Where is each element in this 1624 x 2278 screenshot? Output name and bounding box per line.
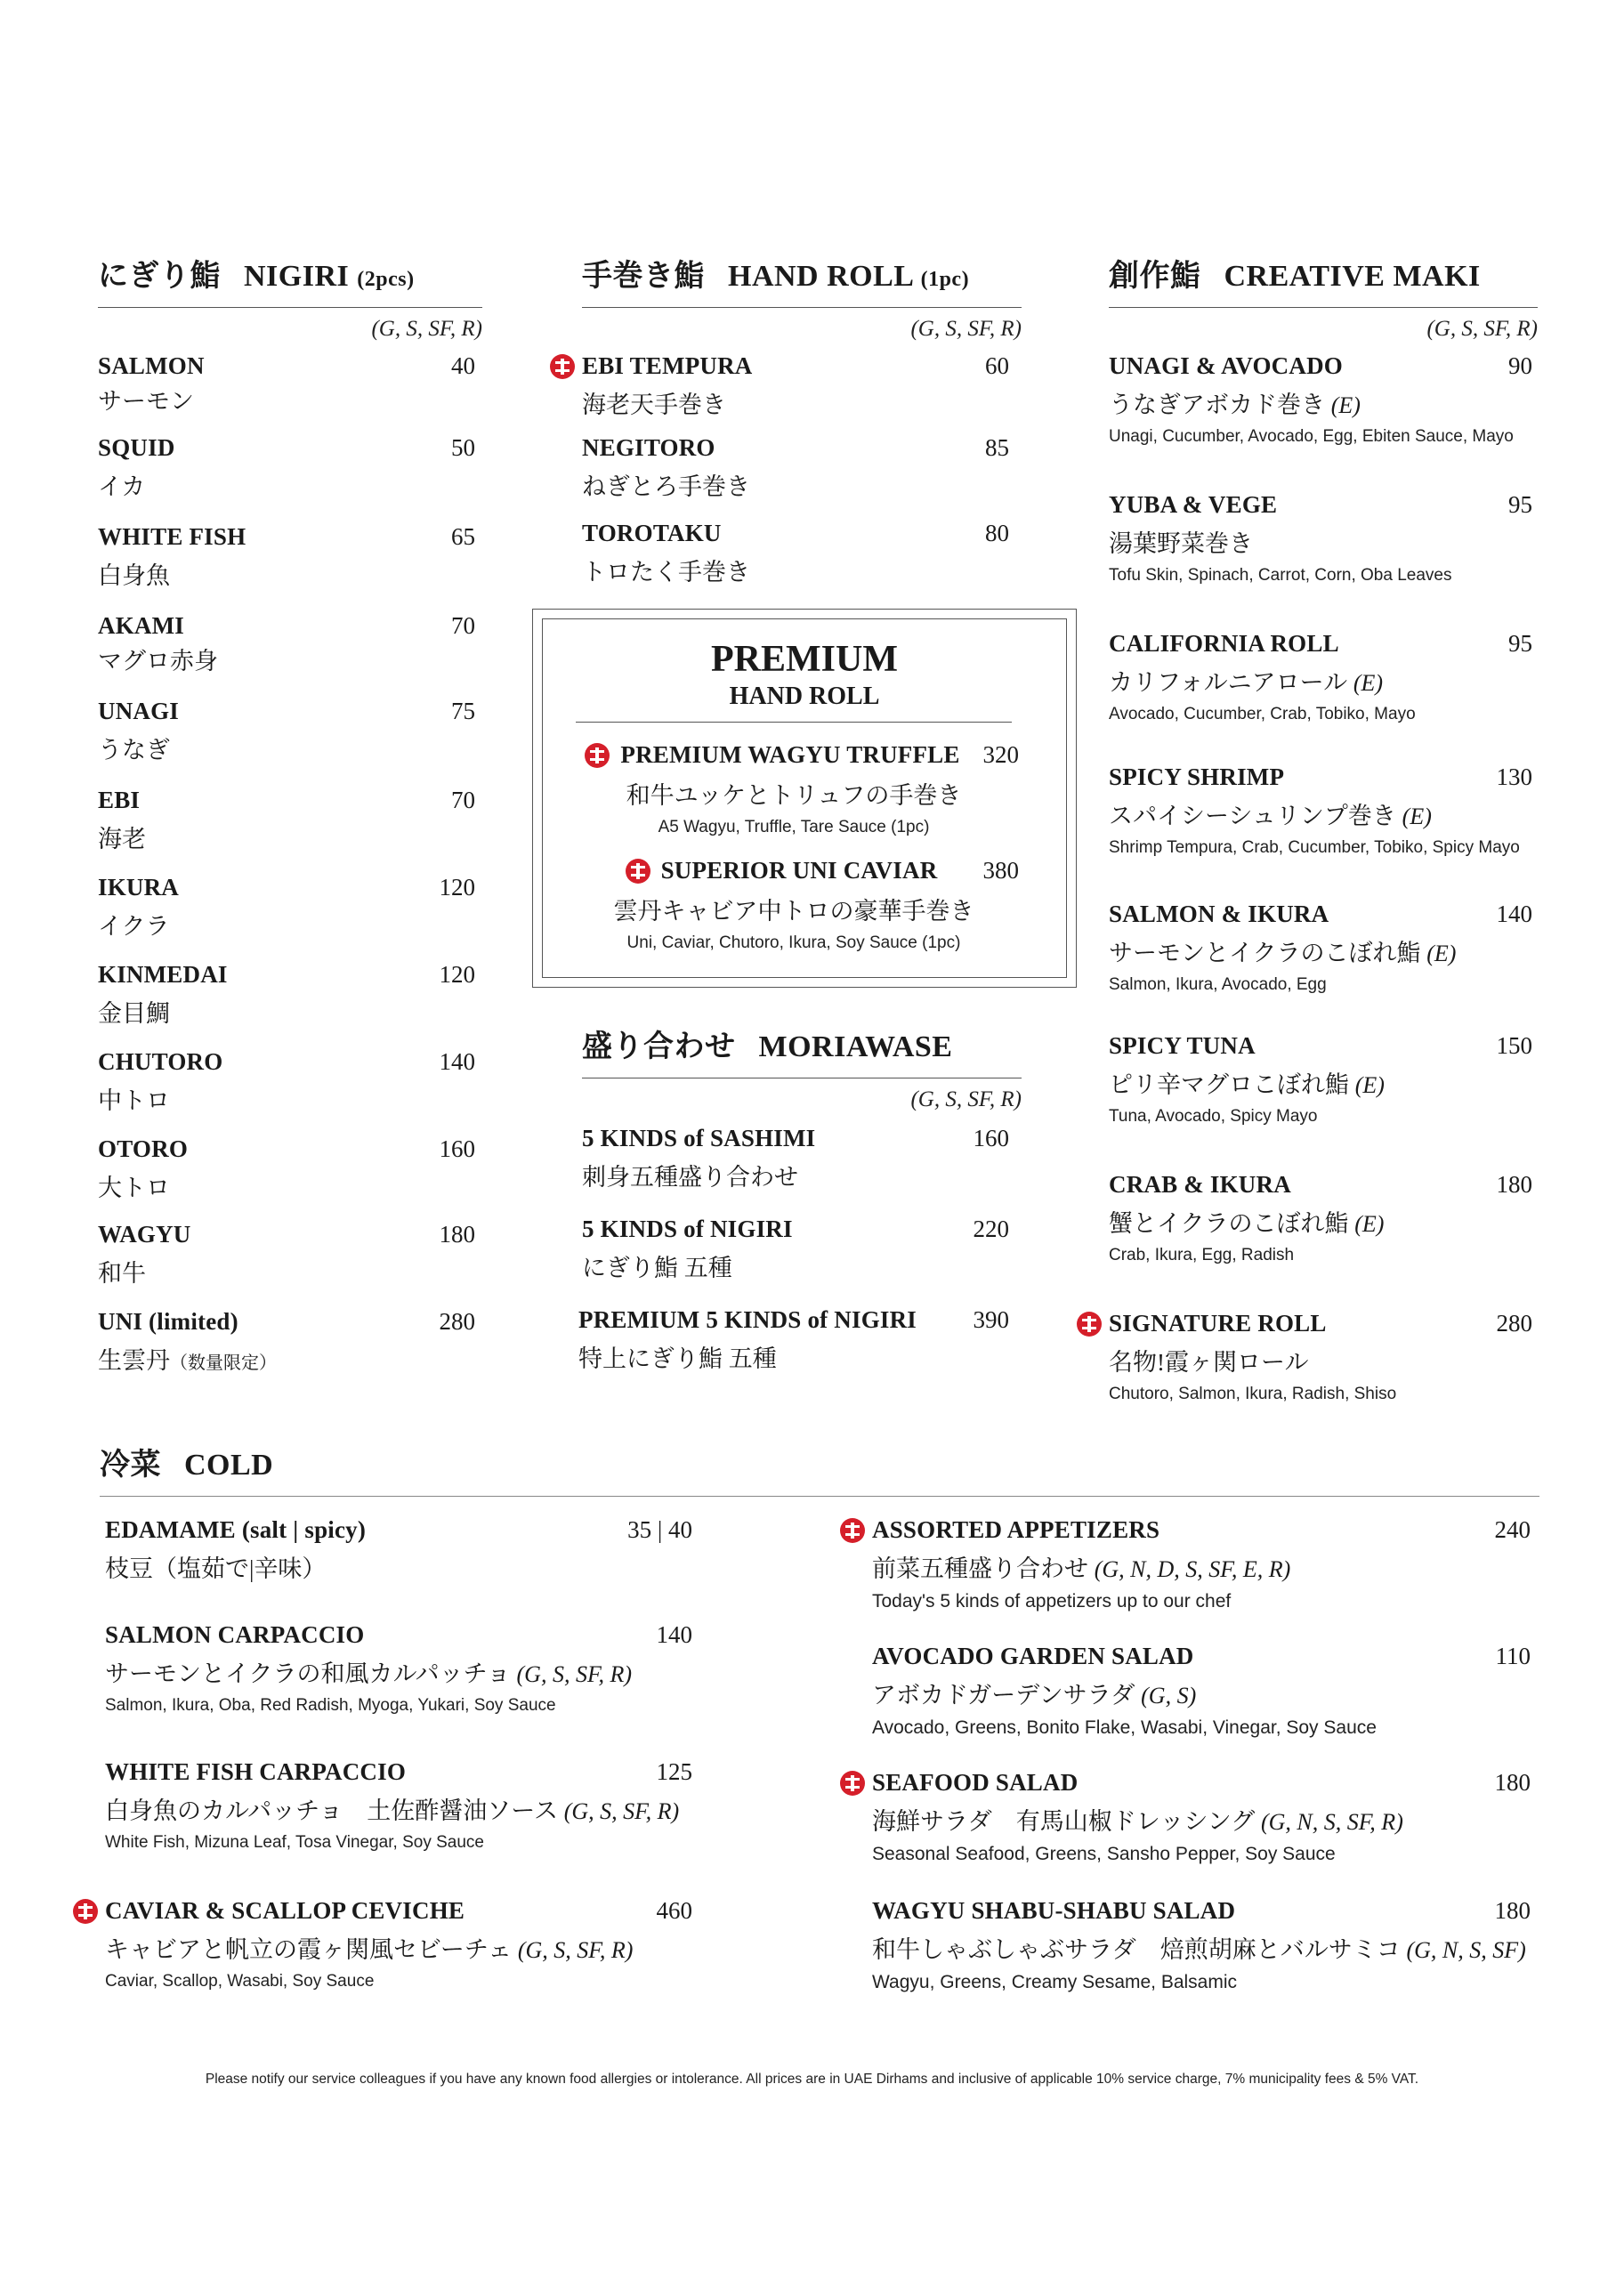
menu-item-superior-uni-caviar: SUPERIOR UNI CAVIAR 380 雲丹キャビア中トロの豪華手巻き Uni, Caviar, Chutoro, Ikura, Soy Sauce (1pc) [613,857,1019,952]
handroll-title: 手巻き鮨 HAND ROLL (1pc) [582,251,1022,308]
menu-item-edamame: EDAMAME (salt | spicy) 35 | 40 枝豆（塩茹で|辛味） [105,1516,692,1582]
premium-subtitle: HAND ROLL [729,683,880,710]
maki-title: 創作鮨 CREATIVE MAKI [1109,251,1538,308]
moriawase-title: 盛り合わせ MORIAWASE [582,1022,1022,1078]
menu-item-5-kinds-sashimi: 5 KINDS of SASHIMI 160 刺身五種盛り合わせ [582,1125,1009,1191]
signature-seal-icon [585,743,610,768]
menu-item-salmon-ikura: SALMON & IKURA 140 サーモンとイクラのこぼれ鮨 (E) Salmon, Ikura, Avocado, Egg [1109,901,1532,994]
menu-item-wagyu: WAGYU 180 和牛 [98,1221,475,1287]
nigiri-section [98,251,482,342]
menu-item-salmon: SALMON 40 サーモン [98,352,475,415]
menu-item-uni: UNI (limited) 280 生雲丹（数量限定） [98,1308,475,1374]
nigiri-allergens: (G, S, SF, R) [371,317,482,341]
menu-item-white-fish-carpaccio: WHITE FISH CARPACCIO 125 白身魚のカルパッチョ 土佐酢醤油ソース (G, S, SF, R) White Fish, Mizuna Leaf, Tosa Vinegar, Soy Sauce [105,1758,692,1852]
signature-seal-icon [73,1899,98,1924]
menu-item-premium-wagyu-truffle: PREMIUM WAGYU TRUFFLE 320 和牛ユッケとトリュフの手巻き A5 Wagyu, Truffle, Tare Sauce (1pc) [533,741,1076,837]
menu-item-5-kinds-nigiri: 5 KINDS of NIGIRI 220 にぎり鮨 五種 [582,1216,1009,1281]
signature-seal-icon [840,1518,865,1543]
maki-section [1109,251,1538,342]
handroll-section [582,251,1022,342]
menu-item-torotaku: TOROTAKU 80 トロたく手巻き [582,520,1009,586]
menu-item-white-fish: WHITE FISH 65 白身魚 [98,523,475,589]
menu-item-kinmedai: KINMEDAI 120 金目鯛 [98,961,475,1027]
signature-seal-icon [626,859,650,884]
premium-handroll-box [532,609,1077,988]
menu-item-unagi-avocado: UNAGI & AVOCADO 90 うなぎアボカド巻き (E) Unagi, Cucumber, Avocado, Egg, Ebiten Sauce, Mayo [1109,352,1532,446]
menu-item-ikura: IKURA 120 イクラ [98,874,475,940]
menu-item-california-roll: CALIFORNIA ROLL 95 カリフォルニアロール (E) Avocado, Cucumber, Crab, Tobiko, Mayo [1109,630,1532,723]
menu-item-avocado-garden-salad: AVOCADO GARDEN SALAD 110 アボカドガーデンサラダ (G, S) Avocado, Greens, Bonito Flake, Wasabi, Vinegar, Soy Sauce [872,1643,1531,1738]
menu-item-assorted-appetizers: ASSORTED APPETIZERS 240 前菜五種盛り合わせ (G, N, D, S, SF, E, R) Today's 5 kinds of appetizers up to our chef [872,1516,1531,1612]
menu-item-yuba-vege: YUBA & VEGE 95 湯葉野菜巻き Tofu Skin, Spinach, Carrot, Corn, Oba Leaves [1109,491,1532,585]
nigiri-title: にぎり鮨 NIGIRI (2pcs) [98,251,482,308]
menu-item-caviar-scallop-ceviche: CAVIAR & SCALLOP CEVICHE 460 キャビアと帆立の霞ヶ関風セビーチェ (G, S, SF, R) Caviar, Scallop, Wasabi, Soy Sauce [105,1897,692,1991]
menu-item-chutoro: CHUTORO 140 中トロ [98,1048,475,1114]
menu-item-spicy-tuna: SPICY TUNA 150 ピリ辛マグロこぼれ鮨 (E) Tuna, Avocado, Spicy Mayo [1109,1032,1532,1126]
signature-seal-icon [840,1771,865,1796]
cold-section [100,1440,1539,1497]
menu-item-crab-ikura: CRAB & IKURA 180 蟹とイクラのこぼれ鮨 (E) Crab, Ikura, Egg, Radish [1109,1171,1532,1264]
cold-title: 冷菜 COLD [100,1440,1539,1497]
signature-seal-icon [550,354,575,379]
premium-title: PREMIUM [711,639,898,680]
menu-item-unagi: UNAGI 75 うなぎ [98,698,475,763]
moriawase-section [582,1022,1022,1112]
signature-seal-icon [1077,1312,1102,1337]
maki-allergens: (G, S, SF, R) [1426,317,1538,341]
menu-item-ebi-tempura: EBI TEMPURA 60 海老天手巻き [582,352,1009,420]
menu-item-squid: SQUID 50 イカ [98,434,475,500]
menu-item-akami: AKAMI 70 マグロ赤身 [98,612,475,675]
menu-item-signature-roll: SIGNATURE ROLL 280 名物!霞ヶ関ロール Chutoro, Salmon, Ikura, Radish, Shiso [1109,1310,1532,1404]
menu-item-premium-5-kinds-nigiri: PREMIUM 5 KINDS of NIGIRI 390 特上にぎり鮨 五種 [578,1306,1009,1372]
footer-disclaimer: Please notify our service colleagues if you have any known food allergies or intolerance. All prices are in UAE Dirhams and inclusive of applicable 10% service charge, 7% municipality fees & 5% VAT. [205,2072,1419,2087]
premium-divider [576,722,1012,723]
menu-item-salmon-carpaccio: SALMON CARPACCIO 140 サーモンとイクラの和風カルパッチョ (G, S, SF, R) Salmon, Ikura, Oba, Red Radish, Myoga, Yukari, Soy Sauce [105,1621,692,1715]
handroll-allergens: (G, S, SF, R) [910,317,1022,341]
menu-item-wagyu-shabu-shabu-salad: WAGYU SHABU-SHABU SALAD 180 和牛しゃぶしゃぶサラダ 焙煎胡麻とバルサミコ (G, N, S, SF) Wagyu, Greens, Creamy Sesame, Balsamic [872,1897,1531,1992]
menu-item-spicy-shrimp: SPICY SHRIMP 130 スパイシーシュリンプ巻き (E) Shrimp Tempura, Crab, Cucumber, Tobiko, Spicy Mayo [1109,763,1532,857]
menu-item-otoro: OTORO 160 大トロ [98,1135,475,1201]
menu-item-seafood-salad: SEAFOOD SALAD 180 海鮮サラダ 有馬山椒ドレッシング (G, N, S, SF, R) Seasonal Seafood, Greens, Sansho Pepper, Soy Sauce [872,1769,1531,1865]
menu-item-negitoro: NEGITORO 85 ねぎとろ手巻き [582,434,1009,500]
menu-item-ebi: EBI 70 海老 [98,787,475,852]
moriawase-allergens: (G, S, SF, R) [910,1087,1022,1111]
